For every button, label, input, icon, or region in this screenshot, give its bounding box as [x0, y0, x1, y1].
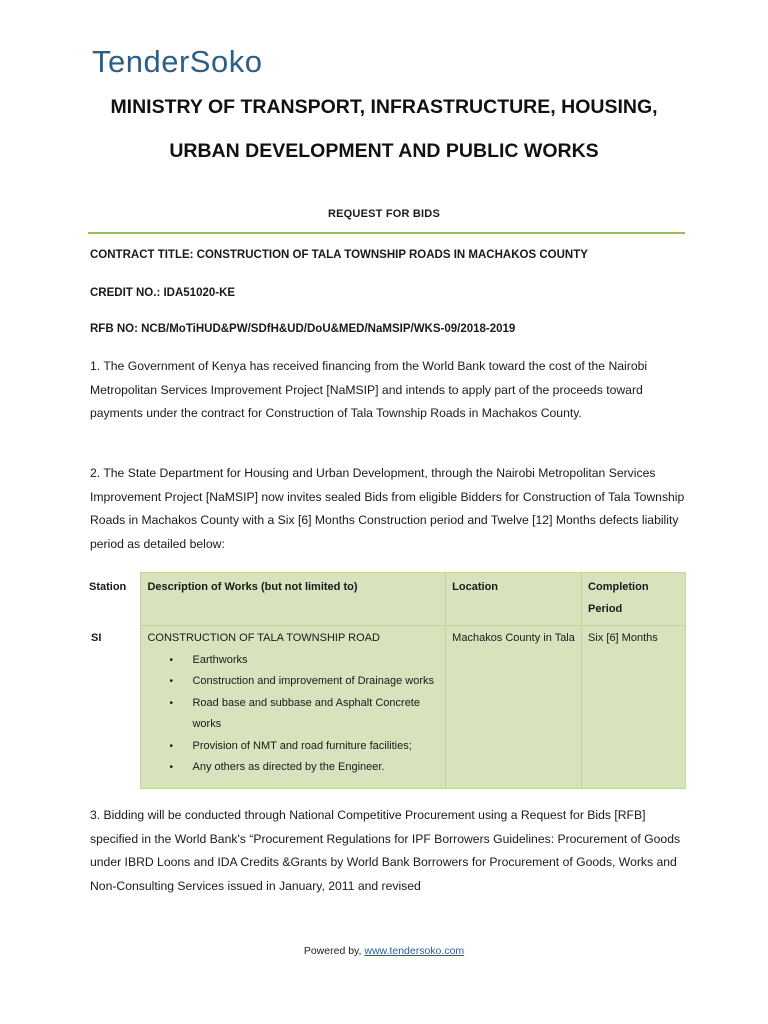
request-for-bids-heading: REQUEST FOR BIDS	[328, 208, 440, 220]
cell-completion: Six [6] Months	[582, 626, 686, 789]
cell-description	[141, 626, 446, 789]
bullet-icon: •	[169, 762, 173, 774]
paragraph-2: 2. The State Department for Housing and Urban Development, through the Nairobi Metropolitan Services Improvement Project [NaMSIP] now invites sealed Bids from eligible Bidders for Construction of Tala Township Roads in Machakos County with a Six [6] Months Construction period and Twelve [12] Months defects liability period as detailed below:	[90, 466, 685, 551]
list-item: • Road base and subbase and Asphalt Concrete works	[192, 693, 439, 736]
bullet-icon: •	[169, 654, 173, 666]
list-item: • Provision of NMT and road furniture facilities;	[192, 736, 439, 758]
ministry-title-line1: MINISTRY OF TRANSPORT, INFRASTRUCTURE, HOUSING,	[110, 96, 658, 118]
heading-divider	[88, 232, 685, 234]
works-title: CONSTRUCTION OF TALA TOWNSHIP ROAD	[147, 632, 380, 645]
contract-title: CONTRACT TITLE: CONSTRUCTION OF TALA TOWNSHIP ROADS IN MACHAKOS COUNTY	[90, 249, 588, 261]
table-row	[85, 626, 686, 789]
works-table	[85, 572, 686, 789]
list-item: • Any others as directed by the Engineer.	[192, 757, 439, 779]
cell-location: Machakos County in Tala	[446, 626, 582, 789]
rfb-number: RFB NO: NCB/MoTiHUD&PW/SDfH&UD/DoU&MED/NaMSIP/WKS-09/2018-2019	[90, 323, 516, 335]
list-item: • Earthworks	[192, 650, 439, 672]
footer-prefix: Powered by,	[303, 945, 362, 957]
paragraph-1: 1. The Government of Kenya has received financing from the World Bank toward the cost of the Nairobi Metropolitan Services Improvement Project [NaMSIP] and intends to apply part of the proceeds toward payments under the contract for Construction of Tala Township Roads in Machakos County.	[90, 359, 648, 420]
credit-number: CREDIT NO.: IDA51020-KE	[90, 287, 236, 299]
bullet-icon: •	[169, 740, 173, 752]
header-description: Description of Works (but not limited to)	[141, 573, 446, 626]
header-station: Station	[85, 573, 141, 626]
works-list	[147, 650, 439, 779]
list-item: • Construction and improvement of Drainage works	[192, 671, 439, 693]
footer	[0, 945, 768, 957]
tendersoko-link[interactable]: www.tendersoko.com	[364, 945, 465, 957]
paragraph-3: 3. Bidding will be conducted through National Competitive Procurement using a Request for Bids [RFB] specified in the World Bank's “Procurement Regulations for IPF Borrowers Guidelines: Procurement of Goods under IBRD Loons and IDA Credits &Grants by World Bank Borrowers for Procurement of Goods, Works and Non-Consulting Services issued in January, 2011 and revised	[90, 808, 681, 893]
header-completion: Completion Period	[582, 573, 686, 626]
cell-station: SI	[85, 626, 141, 789]
bullet-icon: •	[169, 676, 173, 688]
bullet-icon: •	[169, 697, 173, 709]
header-location: Location	[446, 573, 582, 626]
ministry-title-line2: URBAN DEVELOPMENT AND PUBLIC WORKS	[169, 140, 599, 162]
brand-logo-text: TenderSoko	[92, 44, 263, 79]
table-header-row	[85, 573, 686, 626]
